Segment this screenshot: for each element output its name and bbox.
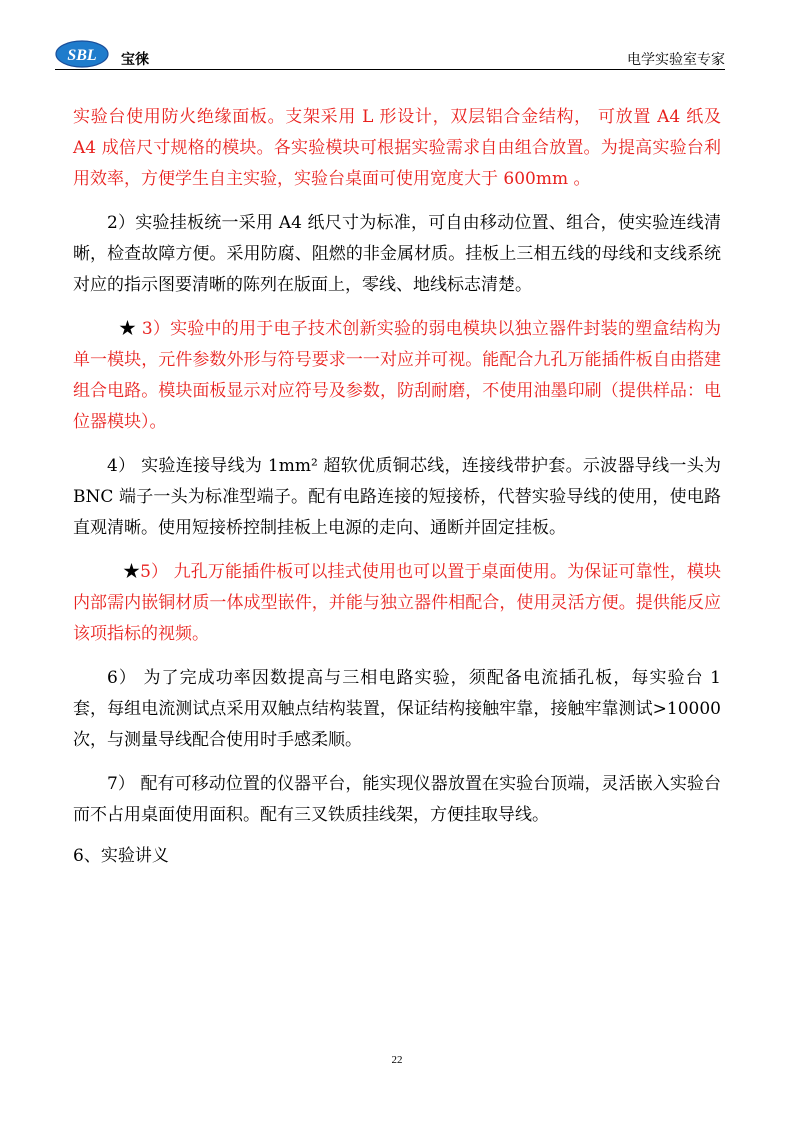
paragraph-item-2: 2）实验挂板统一采用 A4 纸尺寸为标准，可自由移动位置、组合，使实验连线清晰，检查故障方便。采用防腐、阻燃的非金属材质。挂板上三相五线的母线和支线系统对应的指示图要清晰的陈列在版面上，零线、地线标志清楚。	[73, 213, 721, 295]
paragraph-item-7: 7） 配有可移动位置的仪器平台，能实现仪器放置在实验台顶端，灵活嵌入实验台而不占用桌面使用面积。配有三叉铁质挂线架，方便挂取导线。	[73, 774, 721, 825]
paragraph-item-3	[73, 314, 721, 438]
paragraph-item-4: 4） 实验连接导线为 1mm² 超软优质铜芯线，连接线带护套。示波器导线一头为 BNC 端子一头为标准型端子。配有电路连接的短接桥，代替实验导线的使用，使电路直观清晰。使用短接桥控制挂板上电源的走向、通断并固定挂板。	[73, 456, 721, 538]
section-heading-lab-handout: 6、实验讲义	[73, 846, 169, 866]
star-mark: ★	[123, 562, 141, 582]
document-body	[73, 102, 721, 872]
paragraph-item-5-text: 5） 九孔万能插件板可以挂式使用也可以置于桌面使用。为保证可靠性，模块内部需内嵌铜材质一体成型嵌件，并能与独立器件相配合，使用灵活方便。提供能反应该项指标的视频。	[73, 562, 722, 644]
header-rule	[55, 69, 725, 70]
page-number: 22	[391, 1054, 403, 1066]
sbl-logo	[55, 40, 109, 68]
star-mark: ★	[119, 319, 137, 339]
paragraph-item-5	[73, 557, 721, 650]
svg-text:SBL: SBL	[67, 47, 97, 64]
page-header	[55, 38, 725, 70]
brand-name: 宝徕	[121, 52, 149, 68]
paragraph-panel-support: 实验台使用防火绝缘面板。支架采用 L 形设计，双层铝合金结构， 可放置 A4 纸及 A4 成倍尺寸规格的模块。各实验模块可根据实验需求自由组合放置。为提高实验台利用效率，方便学生自主实验，实验台桌面可使用宽度大于 600mm 。	[73, 107, 721, 189]
header-tagline: 电学实验室专家	[627, 52, 725, 68]
paragraph-item-3-text: 3）实验中的用于电子技术创新实验的弱电模块以独立器件封装的塑盒结构为单一模块，元件参数外形与符号要求一一对应并可视。能配合九孔万能插件板自由搭建组合电路。模块面板显示对应符号及参数，防刮耐磨，不使用油墨印刷（提供样品：电位器模块）。	[73, 319, 722, 432]
paragraph-item-6: 6） 为了完成功率因数提高与三相电路实验，须配备电流插孔板，每实验台 1 套，每组电流测试点采用双触点结构装置，保证结构接触牢靠，接触牢靠测试>10000 次，与测量导线配合使用时手感柔顺。	[73, 668, 721, 750]
